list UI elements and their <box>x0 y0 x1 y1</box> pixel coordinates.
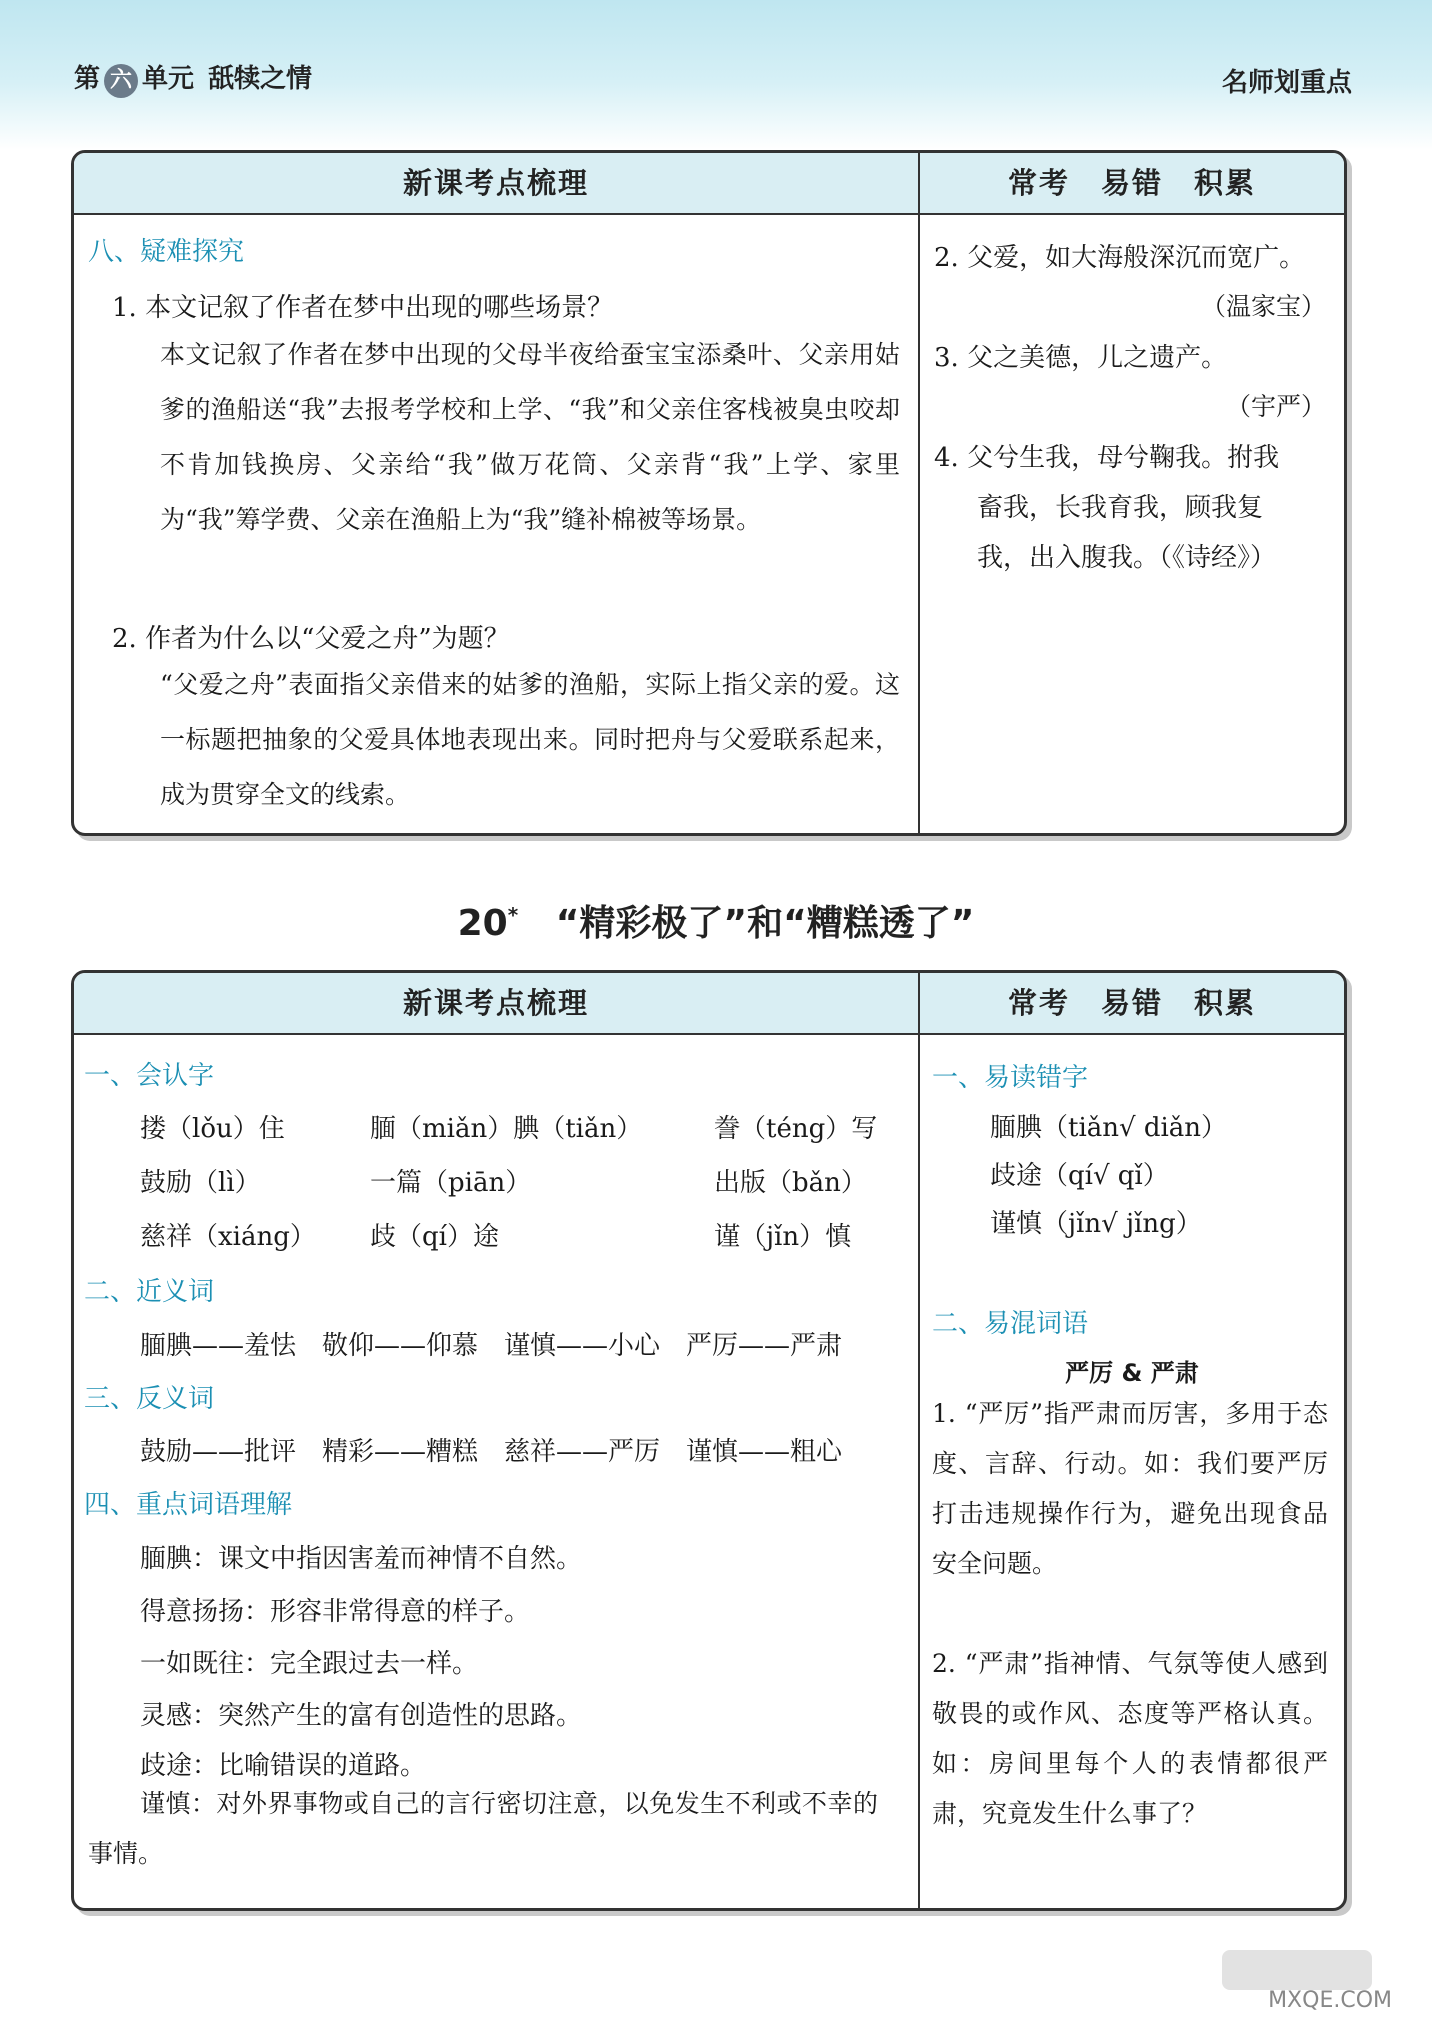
char-item: 腼（miǎn）腆（tiǎn） <box>370 1114 643 1144</box>
answer-1: 本文记叙了作者在梦中出现的父母半夜给蚕宝宝添桑叶、父亲用姑爹的渔船送“我”去报考学校和上学、“我”和父亲住客栈被臭虫咬却不肯加钱换房、父亲给“我”做万花筒、父亲背“我”上学、家里为“我”筹学费、父亲在渔船上为“我”缝补棉被等场景。 <box>160 340 900 534</box>
definition: 得意扬扬：形容非常得意的样子。 <box>140 1597 531 1627</box>
section-tag: 名师划重点 <box>1221 68 1352 98</box>
char-item: 鼓励（lì） <box>140 1168 261 1198</box>
lesson-title <box>0 895 1432 946</box>
column-divider <box>918 973 920 1908</box>
review-box-1 <box>71 150 1347 836</box>
definition: 一如既往：完全跟过去一样。 <box>140 1649 479 1679</box>
section-recognize-chars: 一、会认字 <box>84 1061 215 1091</box>
definition: 腼腆：课文中指因害羞而神情不自然。 <box>140 1544 583 1574</box>
quote-3-source: （宇严） <box>1225 392 1326 421</box>
confusable-note-1: 1. “严厉”指严肃而厉害，多用于态度、言辞、行动。如：我们要严厉打击违规操作行为，避免出现食品安全问题。 <box>932 1399 1328 1578</box>
unit-suffix: 单元 <box>142 64 195 94</box>
unit-prefix: 第 <box>74 64 101 94</box>
column-divider <box>918 153 920 833</box>
quote-2-source: （温家宝） <box>1200 292 1326 321</box>
unit-number-badge: 六 <box>104 64 138 98</box>
unit-label <box>74 58 312 98</box>
right-column-header: 常考 易错 积累 <box>1007 986 1256 1020</box>
misread-item: 歧途（qí√ qǐ） <box>990 1161 1169 1191</box>
char-item: 慈祥（xiáng） <box>140 1222 316 1252</box>
misread-item: 谨慎（jǐn√ jǐng） <box>990 1209 1202 1239</box>
section-antonyms: 三、反义词 <box>84 1384 215 1414</box>
footer-site: MXQE.COM <box>1268 1988 1392 2013</box>
question-1: 1. 本文记叙了作者在梦中出现的哪些场景？ <box>112 293 614 323</box>
definition: 歧途：比喻错误的道路。 <box>140 1751 427 1781</box>
section-confusable-words: 二、易混词语 <box>932 1309 1089 1339</box>
char-item: 誊（téng）写 <box>714 1114 878 1144</box>
left-column-header: 新课考点梳理 <box>402 166 589 200</box>
definition-last: 谨慎：对外界事物或自己的言行密切注意，以免发生不利或不幸的事情。 <box>88 1789 878 1868</box>
lesson-title-text: “精彩极了”和“糟糕透了” <box>555 903 975 944</box>
quote-4-line-1: 4. 父兮生我，母兮鞠我。拊我 <box>934 443 1280 473</box>
section-heading: 八、疑难探究 <box>88 237 245 267</box>
section-synonyms: 二、近义词 <box>84 1277 215 1307</box>
char-item: 谨（jǐn）慎 <box>714 1222 852 1252</box>
quote-2: 2. 父爱，如大海般深沉而宽广。 <box>934 243 1306 273</box>
lesson-mark: * <box>507 903 519 927</box>
synonym-list: 腼腆——羞怯 敬仰——仰慕 谨慎——小心 严厉——严肃 <box>140 1331 843 1361</box>
quote-4-line-3: 我，出入腹我。（《诗经》） <box>977 543 1277 573</box>
quote-4-line-2: 畜我，长我育我，顾我复 <box>977 493 1264 523</box>
section-key-words: 四、重点词语理解 <box>84 1490 293 1520</box>
confusable-note-2: 2. “严肃”指神情、气氛等使人感到敬畏的或作风、态度等严格认真。如：房间里每个人的表情都很严肃，究竟发生什么事了？ <box>932 1649 1328 1828</box>
watermark-logo <box>1222 1950 1372 1990</box>
char-item: 搂（lǒu）住 <box>140 1114 285 1144</box>
antonym-list: 鼓励——批评 精彩——糟糕 慈祥——严厉 谨慎——粗心 <box>140 1437 843 1467</box>
definition: 灵感：突然产生的富有创造性的思路。 <box>140 1701 583 1731</box>
char-item: 歧（qí）途 <box>370 1222 499 1252</box>
misread-item: 腼腆（tiǎn√ diǎn） <box>990 1113 1228 1143</box>
right-column-header: 常考 易错 积累 <box>1007 166 1256 200</box>
unit-title: 舐犊之情 <box>208 64 313 94</box>
char-item: 出版（bǎn） <box>714 1168 867 1198</box>
section-misread-chars: 一、易读错字 <box>932 1063 1089 1093</box>
left-column-header: 新课考点梳理 <box>402 986 589 1020</box>
quote-3: 3. 父之美德，儿之遗产。 <box>934 343 1228 373</box>
lesson-number: 20 <box>457 903 508 944</box>
confusable-pair: 严厉 & 严肃 <box>1065 1359 1199 1387</box>
review-box-2 <box>71 970 1347 1911</box>
question-2: 2. 作者为什么以“父爱之舟”为题？ <box>112 624 510 654</box>
answer-2: “父爱之舟”表面指父亲借来的姑爹的渔船，实际上指父亲的爱。这一标题把抽象的父爱具体地表现出来。同时把舟与父爱联系起来，成为贯穿全文的线索。 <box>160 670 900 809</box>
char-item: 一篇（piān） <box>370 1168 532 1198</box>
